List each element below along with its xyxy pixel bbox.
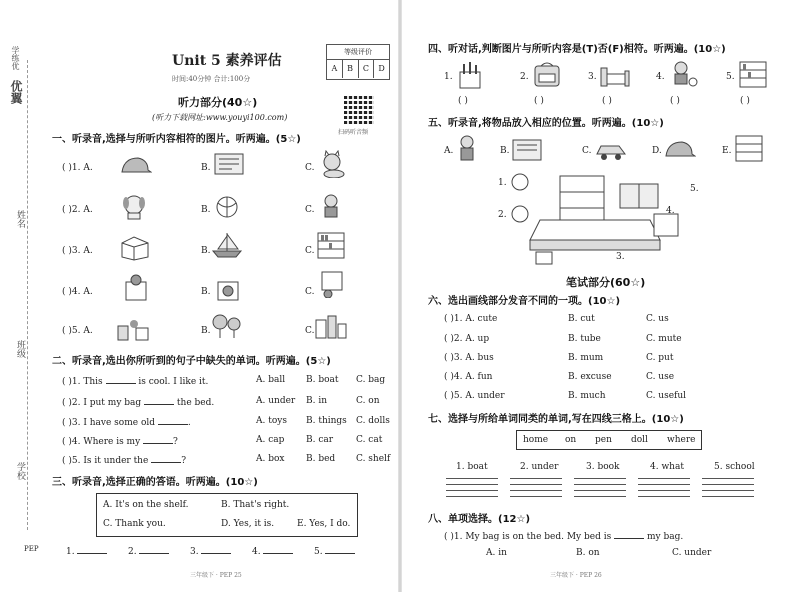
- box-icon: [118, 233, 152, 261]
- class-label: 班级: [15, 340, 25, 358]
- box-ball-icon: [210, 274, 244, 302]
- s8-q1-c[interactable]: C. under: [672, 548, 712, 558]
- section-1-title: 一、听录音,选择与所听内容相符的图片。听两遍。(5☆): [52, 134, 301, 145]
- s3-option-a: A. It's on the shelf.: [103, 500, 189, 510]
- s3-option-d: D. Yes, it is.: [221, 519, 275, 529]
- s2-q5-blank[interactable]: [151, 454, 181, 463]
- s5-item-d: D.: [652, 146, 662, 156]
- s6-q4-c[interactable]: C. use: [646, 372, 675, 382]
- written-title: 笔试部分(60☆): [566, 276, 646, 289]
- s3-answer-4[interactable]: [252, 545, 293, 557]
- section-4-title: 四、听对话,判断图片与所听内容是(T)否(F)相符。听两遍。(10☆): [428, 44, 726, 55]
- s2-q4-blank[interactable]: [143, 435, 173, 444]
- s3-option-e: E. Yes, I do.: [297, 519, 351, 529]
- time-score: 时间:40分钟 合计:100分: [172, 75, 251, 83]
- s6-q4-b[interactable]: B. excuse: [568, 372, 612, 382]
- s1-q3-c[interactable]: C.: [305, 246, 315, 256]
- s4-num-5: 5.: [726, 72, 735, 82]
- s2-q5-text: ( )5. Is it under the: [62, 456, 149, 466]
- s8-q1-text: ( )1. My bag is on the bed. My bed is: [444, 532, 612, 542]
- s5-item-b: B.: [500, 146, 510, 156]
- page-number-right: 三年级下 · PEP 26: [550, 572, 602, 579]
- s7-word-3: pen: [595, 435, 612, 445]
- s7-given-1: 1. boat: [456, 462, 488, 472]
- s6-q2-c[interactable]: C. mute: [646, 334, 682, 344]
- s3-option-b: B. That's right.: [221, 500, 290, 510]
- bookshelf-icon: [732, 134, 766, 162]
- page-title: Unit 5 素养评估: [172, 53, 282, 69]
- s2-q2-b[interactable]: B. in: [306, 396, 328, 406]
- s5-item-c: C.: [582, 146, 592, 156]
- s2-row-1: [62, 375, 208, 387]
- s3-num-1: 1.: [66, 547, 75, 557]
- s6-q5-c[interactable]: C. useful: [646, 391, 687, 401]
- grade-label: 等级评价: [327, 45, 389, 60]
- s2-q4-text: ( )4. Where is my: [62, 437, 141, 447]
- s2-row-2: [62, 396, 214, 408]
- qr-caption: 扫码听音频: [338, 129, 369, 136]
- s4-paren-3[interactable]: ( ): [602, 96, 612, 106]
- section-7-title: 七、选择与所给单词同类的单词,写在四线三格上。(10☆): [428, 414, 684, 425]
- s4-paren-5[interactable]: ( ): [740, 96, 750, 106]
- s7-given-3: 3. book: [586, 462, 620, 472]
- bed-icon: [598, 62, 632, 90]
- right-page: [400, 0, 800, 592]
- s3-options-box: [96, 493, 358, 537]
- boy-icon: [314, 193, 348, 221]
- s4-num-3: 3.: [588, 72, 597, 82]
- s8-q1-b[interactable]: B. on: [576, 548, 600, 558]
- s3-answer-1[interactable]: [66, 545, 107, 557]
- s4-num-4: 4.: [656, 72, 665, 82]
- s7-given-5: 5. school: [714, 462, 755, 472]
- s4-paren-1[interactable]: ( ): [458, 96, 468, 106]
- s8-q1: [444, 530, 683, 542]
- s1-q4-b[interactable]: B.: [201, 287, 211, 297]
- s3-answer-2[interactable]: [128, 545, 169, 557]
- s1-row-1: [62, 163, 93, 173]
- section-5-title: 五、听录音,将物品放入相应的位置。听两遍。(10☆): [428, 118, 664, 129]
- s2-q4-c[interactable]: C. cat: [356, 435, 383, 445]
- s7-word-bank: [516, 430, 702, 450]
- s2-q4-a[interactable]: A. cap: [256, 435, 285, 445]
- s1-q4[interactable]: ( )4. A.: [62, 287, 93, 297]
- s8-q1-tail: my bag.: [646, 532, 684, 542]
- shelf-icon: [314, 231, 348, 259]
- section-2-title: 二、听录音,选出你所听到的句子中缺失的单词。听两遍。(5☆): [52, 356, 331, 367]
- s2-row-3: [62, 416, 191, 428]
- newspaper-icon: [510, 136, 544, 164]
- park-icon: [210, 312, 244, 340]
- s4-paren-4[interactable]: ( ): [670, 96, 680, 106]
- s1-q5[interactable]: ( )5. A.: [62, 326, 93, 336]
- s6-q2[interactable]: ( )2. A. up: [444, 334, 490, 344]
- s2-row-4: [62, 435, 178, 447]
- s2-q2-blank[interactable]: [144, 396, 174, 405]
- s5-mark-2[interactable]: 2.: [498, 210, 507, 220]
- s2-row-5: [62, 454, 186, 466]
- grade-b[interactable]: B: [343, 60, 359, 78]
- binding-strip: [0, 0, 42, 592]
- boat-icon: [210, 231, 244, 259]
- s2-q1-a[interactable]: A. ball: [256, 375, 286, 385]
- s3-blank-3[interactable]: [201, 545, 231, 554]
- s2-q5-c[interactable]: C. shelf: [356, 454, 391, 464]
- box-ball-icon: [118, 274, 152, 302]
- s7-word-2: on: [565, 435, 577, 445]
- s6-q5[interactable]: ( )5. A. under: [444, 391, 505, 401]
- s8-q1-blank[interactable]: [614, 530, 644, 539]
- s2-q3-blank[interactable]: [158, 416, 188, 425]
- s2-q1-text: ( )1. This: [62, 377, 103, 387]
- s3-answer-3[interactable]: [190, 545, 231, 557]
- pens-icon: [454, 62, 488, 90]
- s2-q1-blank[interactable]: [106, 375, 136, 384]
- s4-num-2: 2.: [520, 72, 529, 82]
- s5-mark-5[interactable]: 5.: [690, 184, 699, 194]
- s2-q5-a[interactable]: A. box: [256, 454, 285, 464]
- s6-q1-b[interactable]: B. cut: [568, 314, 595, 324]
- s2-q3-text: ( )3. I have some old: [62, 418, 155, 428]
- s1-q4-c[interactable]: C.: [305, 287, 315, 297]
- s6-q1-c[interactable]: C. us: [646, 314, 669, 324]
- car-icon: [594, 136, 628, 164]
- school-label: 学校: [15, 462, 25, 480]
- section-6-title: 六、选出画线部分发音不同的一项。(10☆): [428, 296, 621, 307]
- s4-paren-2[interactable]: ( ): [534, 96, 544, 106]
- s2-q2-c[interactable]: C. on: [356, 396, 380, 406]
- page-number-left: 三年级下 · PEP 25: [190, 572, 242, 579]
- s5-item-a: A.: [444, 146, 454, 156]
- s3-blank-2[interactable]: [139, 545, 169, 554]
- s2-q4-b[interactable]: B. car: [306, 435, 334, 445]
- grade-c[interactable]: C: [359, 60, 375, 78]
- bookshelf-icon: [736, 60, 770, 88]
- s4-num-1: 1.: [444, 72, 453, 82]
- s1-q3[interactable]: ( )3. A.: [62, 246, 93, 256]
- s7-given-2: 2. under: [520, 462, 559, 472]
- s7-word-1: home: [523, 435, 549, 445]
- brand-logo: 优翼: [9, 80, 23, 104]
- s5-mark-1[interactable]: 1.: [498, 178, 507, 188]
- s2-q4-tail: ?: [173, 437, 178, 447]
- s5-mark-3[interactable]: 3.: [616, 252, 625, 262]
- s3-num-4: 4.: [252, 547, 261, 557]
- cat-icon: [316, 150, 350, 178]
- s3-blank-4[interactable]: [263, 545, 293, 554]
- section-3-title: 三、听录音,选择正确的答语。听两遍。(10☆): [52, 477, 258, 488]
- s1-q1-c[interactable]: C.: [305, 163, 315, 173]
- s8-q1-a[interactable]: A. in: [486, 548, 507, 558]
- box-ball-icon: [314, 270, 348, 298]
- s6-q5-b[interactable]: B. much: [568, 391, 606, 401]
- boy-ball-icon: [666, 60, 700, 88]
- grade-a[interactable]: A: [327, 60, 343, 78]
- s1-q2-c[interactable]: C.: [305, 205, 315, 215]
- s2-q1-b[interactable]: B. boat: [306, 375, 339, 385]
- s5-item-e: E.: [722, 146, 732, 156]
- s2-q3-tail: .: [187, 418, 191, 428]
- s1-q1[interactable]: ( )1. A.: [62, 163, 93, 173]
- s1-q2[interactable]: ( )2. A.: [62, 205, 93, 215]
- s5-mark-4[interactable]: 4.: [666, 206, 675, 216]
- s2-q2-tail: the bed.: [176, 398, 215, 408]
- grade-box: [326, 44, 390, 80]
- s2-q5-tail: ?: [181, 456, 187, 466]
- s3-answer-5[interactable]: [314, 545, 355, 557]
- s2-q5-b[interactable]: B. bed: [306, 454, 336, 464]
- s3-num-3: 3.: [190, 547, 199, 557]
- s6-q3-c[interactable]: C. put: [646, 353, 674, 363]
- s1-q1-b[interactable]: B.: [201, 163, 211, 173]
- s3-num-2: 2.: [128, 547, 137, 557]
- s1-q3-b[interactable]: B.: [201, 246, 211, 256]
- s6-q3-b[interactable]: B. mum: [568, 353, 604, 363]
- download-url: (听力下载网址:www.youyi100.com): [152, 113, 288, 122]
- listening-title: 听力部分(40☆): [178, 96, 258, 109]
- s3-num-5: 5.: [314, 547, 323, 557]
- cap-icon: [118, 152, 152, 180]
- s3-option-c: C. Thank you.: [103, 519, 166, 529]
- series-name: 学练优: [11, 46, 20, 70]
- boy-icon: [452, 134, 486, 162]
- s3-blank-5[interactable]: [325, 545, 355, 554]
- s6-q2-b[interactable]: B. tube: [568, 334, 601, 344]
- position-markers: [504, 172, 534, 272]
- s6-q1[interactable]: ( )1. A. cute: [444, 314, 498, 324]
- section-8-title: 八、单项选择。(12☆): [428, 514, 531, 525]
- qr-code-icon[interactable]: [344, 94, 374, 124]
- s1-q2-b[interactable]: B.: [201, 205, 211, 215]
- s7-given-4: 4. what: [650, 462, 684, 472]
- s2-q1-c[interactable]: C. bag: [356, 375, 386, 385]
- schoolbag-icon: [530, 60, 564, 88]
- ball-icon: [210, 193, 244, 221]
- s2-q2-a[interactable]: A. under: [256, 396, 296, 406]
- s1-q5-b[interactable]: B.: [201, 326, 211, 336]
- s3-blank-1[interactable]: [77, 545, 107, 554]
- s2-q2-text: ( )2. I put my bag: [62, 398, 142, 408]
- street-icon: [314, 312, 348, 340]
- cut-line: [27, 60, 28, 530]
- cap-icon: [662, 136, 696, 164]
- room-icon: [116, 314, 150, 342]
- grade-d[interactable]: D: [378, 64, 385, 73]
- newspaper-icon: [212, 150, 246, 178]
- s2-q3-c[interactable]: C. dolls: [356, 416, 390, 426]
- s2-q1-tail: is cool. I like it.: [138, 377, 209, 387]
- s1-q5-c[interactable]: C.: [305, 326, 315, 336]
- s7-word-4: doll: [631, 435, 648, 445]
- s7-word-5: where: [667, 435, 696, 445]
- s6-q4[interactable]: ( )4. A. fun: [444, 372, 493, 382]
- s2-q3-a[interactable]: A. toys: [256, 416, 287, 426]
- s6-q3[interactable]: ( )3. A. bus: [444, 353, 494, 363]
- dog-icon: [118, 193, 152, 221]
- edition-label: PEP: [24, 545, 39, 553]
- s2-q3-b[interactable]: B. things: [306, 416, 347, 426]
- name-label: 姓名: [15, 210, 25, 228]
